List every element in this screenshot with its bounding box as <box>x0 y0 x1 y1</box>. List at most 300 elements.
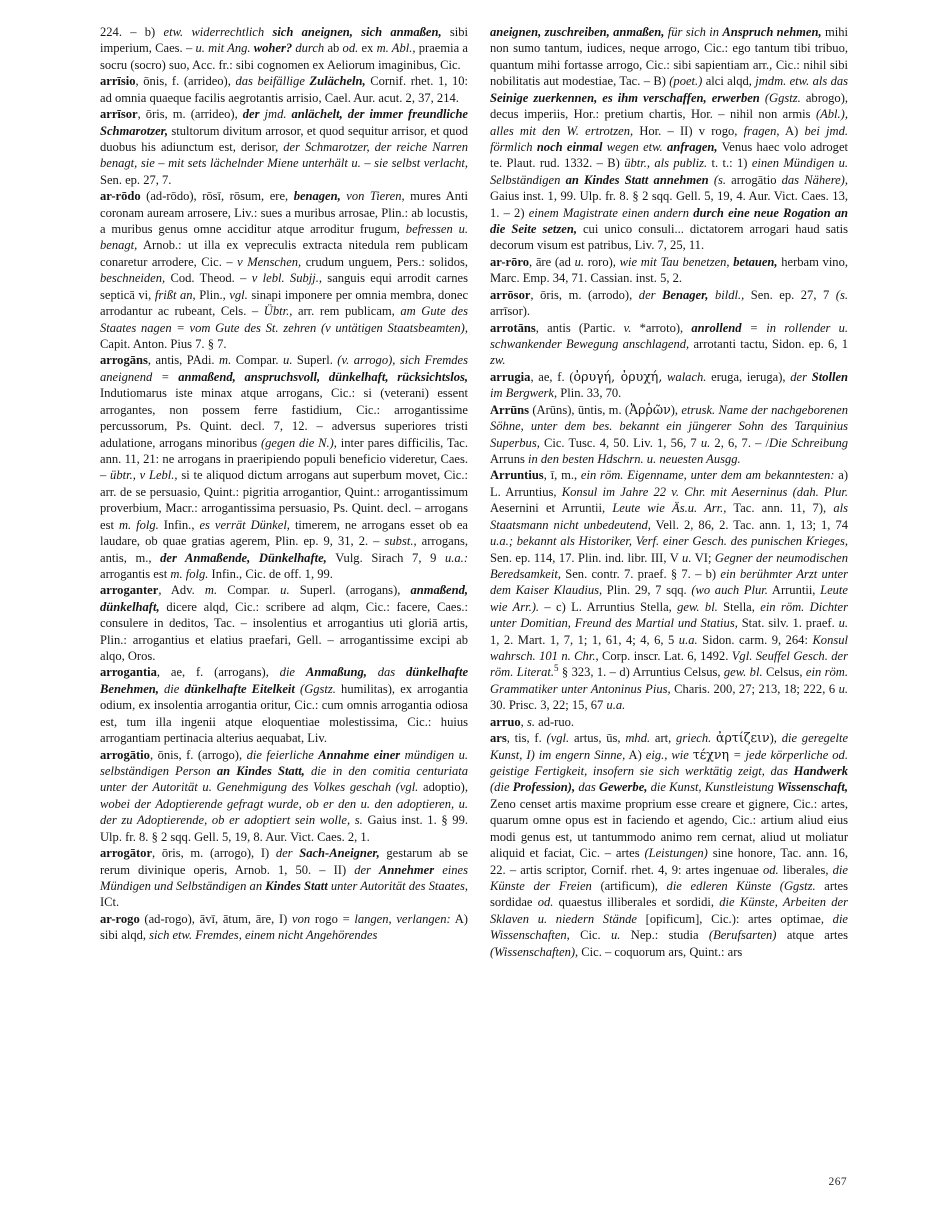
entry-text-run: artes sordidae <box>490 878 848 910</box>
entry-text-run: Handwerk <box>793 763 848 778</box>
entry-text-run: Plin. 29, 7 sqq. <box>602 583 692 598</box>
greek-etymon: ἀρτίζειν <box>716 730 770 746</box>
entry-text-run: in den besten Hdschrn. u. neuesten Ausgg. <box>527 451 741 466</box>
entry-text-run: an Kindes Statt, <box>216 763 305 778</box>
entry-text-run: (s. <box>835 287 848 302</box>
entry-text-run: Vgl. Seuffel Gesch. der röm. Literat. <box>490 649 848 680</box>
entry-text-run: benagen, <box>293 189 341 204</box>
entry-text-run: sibi imperium, Caes. – <box>100 25 469 56</box>
entry-text-run: ad-ruo. <box>534 714 575 729</box>
entry-text-run: Hor. – II) v rogo, <box>633 123 744 138</box>
entry-text-run: Aesernini et Arruntii, <box>490 501 613 516</box>
entry-headword: arrogātio <box>100 747 150 762</box>
entry-text-run: (gegen die N.), <box>260 435 337 450</box>
entry-text-run: si te aliquod dictum arrogans aut superbum movet, Cic.: arr. de se persuasio, Quint.: pigritia arrogantior, Quint.: arrogantissimum proverbium, Macr.: arrogantissima persuasio, Ps. Quint. decl. – arrogans est <box>100 468 468 532</box>
entry-text-run: woher? <box>253 41 293 56</box>
entry-text-run: (poet.) <box>669 74 703 89</box>
entry-text-run: Sen. ep. 27, 7. <box>100 172 172 187</box>
entry-text-run: Benager, <box>662 287 709 302</box>
entry-text-run: fragen, <box>743 123 780 138</box>
entry-text-run: Zulächeln, <box>309 74 366 89</box>
greek-etymon: ὀρυγή, ὀρυχή, <box>573 368 663 384</box>
entry-text-run: ein röm. Grammatiker unter Antoninus Pius, <box>490 665 848 696</box>
entry-text-run: ICt. <box>100 895 120 910</box>
entry-text-run: u. mit Ang. <box>195 41 254 56</box>
entry-text-run: , ōris, m. (arrideo), <box>137 107 243 122</box>
entry-text-run: Wissenschaft, <box>777 780 849 795</box>
entry-text-run: unter Autorität des Staates, <box>327 878 469 893</box>
entry-text-run: arrīsor). <box>490 304 531 319</box>
entry-text-run: Arnob.: ut illa ex vepreculis extracta nitedula rem publicam conaretur arrodere, Cic. – <box>100 238 468 269</box>
entry-text-run: das beifällige <box>235 74 310 89</box>
entry-text-run: Leute wie Arr.). <box>490 583 848 614</box>
entry-headword: arrōsor <box>490 287 531 302</box>
entry-text-run: übtr., als publiz. <box>624 156 708 171</box>
entry-text-run: (die <box>490 780 513 795</box>
entry-text-run: Konsul im Jahre 22 v. Chr. mit Aeserninus (dah. Plur. <box>561 484 848 499</box>
entry-text-run: 30. Prisc. 3, 22; 15, 67 <box>490 698 607 713</box>
entry-text-run: Vulg. Sirach 7, 9 <box>326 550 445 565</box>
entry-text-run: Arruntii, <box>767 583 821 598</box>
entry-text-run: die <box>158 681 185 696</box>
entry-text-run: Anmaßung, <box>305 665 367 680</box>
entry-text-run: od. <box>342 41 359 56</box>
entry-text-run: arrotanti tactu, Sidon. ep. 6, 1 <box>689 337 848 352</box>
entry-text-run: art, <box>650 731 677 746</box>
entry-text-run: die <box>279 665 306 680</box>
entry-text-run: v. <box>623 320 632 335</box>
entry-text-run: Venus haec volo adroget te. Plaut. rud. 1332. – B) <box>490 139 849 171</box>
dictionary-entry <box>490 320 848 369</box>
dictionary-entry <box>100 911 468 944</box>
entry-text-run: das Nähere), <box>781 172 849 187</box>
entry-text-run: der Schmarotzer, der reiche Narren benagt, sie – mit sets lächelnder Miene unterhält u. – sie selbst verlacht, <box>100 139 468 171</box>
entry-text-run: Cornif. rhet. 1, 10: ad omnia quaeque facilis aegrotantis arrisio, Cael. Aur. acut. 2, 37, 214. <box>100 74 469 105</box>
entry-text-run: Annehmer <box>379 862 435 877</box>
entry-text-run: gestarum ab se rerum divinique operis, Arnob. 1, 50. – II) <box>100 846 468 877</box>
entry-text-run: ab <box>324 41 343 56</box>
entry-text-run: A) sibi alqd, <box>100 911 468 943</box>
entry-text-run: 5 <box>554 663 559 674</box>
entry-text-run: Compar. <box>231 353 284 368</box>
entry-text-run: inter pares difficilis, Tac. ann. 11, 21: ne arrogans in praeripiendo populi beneficio videretur, Caes. – <box>100 435 468 483</box>
entry-text-run: humilitas), ex arrogantia odium, ex insolentia arrogantia oritur, Cic.: cum omnis arrogantia odiosa est, tum illa ingenii atque eloquentiae molestissima, Cic.: huius arrogantiam pertinacia alterius aequabat, Liv. <box>100 681 469 746</box>
dictionary-entry <box>100 747 468 846</box>
entry-text-run: anmaßend, dünkelhaft, <box>100 583 468 614</box>
entry-text-run: am Gute des Staates nagen = vom Gute des St. zehren (v untätigen Staatsbeamten), <box>100 304 468 335</box>
entry-text-run: eruga, ieruga), <box>706 369 791 384</box>
entry-text-run: sich aneignen, sich anmaßen, <box>272 25 442 39</box>
entry-text-run: ex <box>358 41 377 56</box>
entry-text-run: , ī, m., <box>543 468 581 483</box>
entry-text-run: an Kindes Statt annehmen <box>565 172 709 187</box>
entry-text-run: crudum unguem, Pers.: solidos, <box>301 254 468 269</box>
entry-text-run: Plin., <box>195 287 230 302</box>
entry-text-run: (ad-rogo), āvī, ātum, āre, I) <box>139 911 293 926</box>
entry-text-run: Übtr., <box>263 304 293 319</box>
entry-text-run: u. <box>838 681 848 696</box>
entry-text-run: artus, ūs, <box>569 731 626 746</box>
entry-text-run: , āre (ad <box>529 254 575 269</box>
dictionary-entry-continuation <box>100 24 468 73</box>
entry-headword: Arruntius <box>490 468 544 483</box>
entry-text-run: Gewerbe, <box>598 780 648 795</box>
entry-text-run: jmd. <box>264 107 292 122</box>
entry-text-run: von Tieren, <box>340 189 405 204</box>
entry-text-run: m. Abl., <box>376 41 416 56</box>
entry-text-run: herbam vino, Marc. Emp. 34, 71. Cassian. inst. 5, 2. <box>490 254 848 286</box>
entry-text-run: Nep.: studia <box>620 928 709 943</box>
entry-text-run: roro), <box>584 254 620 269</box>
entry-text-run: a) L. Arruntius, <box>490 468 849 499</box>
entry-text-run: adoptio), <box>418 780 468 795</box>
entry-text-run: liberales, <box>778 862 833 877</box>
entry-text-run: [opificum], Cic.): artes optimae, <box>636 911 833 926</box>
entry-text-run: Compar. <box>217 583 281 598</box>
entry-text-run: die feierliche <box>246 747 319 762</box>
entry-text-run: Superl. (arrogans), <box>289 583 411 598</box>
entry-text-run: arrogātio <box>726 172 782 187</box>
entry-text-run: Zeno censet artis maxime proprium esse creare et gignere, Cic.: artes, quarum omne opus est in faciendo et agendo, Cic.: artium aliud eius modi genus est, ut tantummodo animo rem cernat, aliud ut moliatur aliquid et faciat, Cic. – artes <box>490 796 848 861</box>
entry-text-run: v Menschen, <box>237 254 302 269</box>
entry-text-run: Superl. <box>292 353 338 368</box>
entry-text-run: Vell. 2, 86, 2. Tac. ann. 1, 13; 1, 74 <box>650 517 848 532</box>
dictionary-entry <box>490 402 848 468</box>
entry-text-run: die in den comitia centuriata <box>304 763 468 778</box>
entry-text-run: Konsul wahrsch. 101 n. Chr., <box>490 632 848 664</box>
entry-text-run: mhd. <box>625 731 651 746</box>
entry-text-run: Gaius inst. 1, 99. Ulp. fr. 8. § 2 sqq. Gell. 5, 19, 4. Aur. Vict. Caes. 13, 1. – 2) <box>490 189 848 220</box>
entry-text-run: arrogans, antis, m., <box>100 534 468 565</box>
entry-text-run: 224. – b) <box>100 25 164 39</box>
entry-text-run: dünkelhafte Eitelkeit <box>184 681 295 696</box>
entry-text-run: der <box>790 369 812 384</box>
entry-headword: arrugia <box>490 369 531 384</box>
entry-text-run: Seinige zuerkennen, es ihm verschaffen, erwerben <box>490 90 760 105</box>
dictionary-entry <box>490 714 848 730</box>
entry-text-run: Die Schreibung <box>769 435 848 450</box>
entry-text-run: aneignen, zuschreiben, anmaßen, <box>490 25 665 39</box>
entry-headword: arrīsor <box>100 107 138 122</box>
entry-text-run: Cic. <box>569 928 612 943</box>
entry-text-run: VI; <box>691 550 715 565</box>
dictionary-entry <box>100 352 468 582</box>
entry-text-run: Stollen <box>811 369 848 384</box>
entry-text-run: u. <box>280 583 290 598</box>
dictionary-entry <box>490 287 848 320</box>
entry-text-run: etw. widerrechtlich <box>163 25 273 39</box>
entry-text-run: (artificum), <box>591 878 667 893</box>
entry-text-run: Sidon. carm. 9, 264: <box>697 632 813 647</box>
entry-text-run: gew. bl. <box>677 599 718 614</box>
entry-text-run: frißt an, <box>154 287 196 302</box>
entry-text-run: A) <box>625 747 646 762</box>
entry-text-run: wobei der Adoptierende gefragt wurde, ob er den u. den adoptieren, u. der zu Adoptierende, ob er adoptiert sein wolle, s. <box>100 796 468 828</box>
entry-text-run: sinapi imponere per omnia membra, donec arrodantur ac rubeant, Cels. – <box>100 287 469 319</box>
entry-text-run: beschneiden, <box>100 271 166 286</box>
dictionary-entry <box>100 188 468 352</box>
entry-text-run: anmaßend, anspruchsvoll, dünkelhaft, rücksichtslos, <box>178 369 468 384</box>
entry-text-run: (wo auch Plur. <box>691 583 768 598</box>
entry-text-run: die Künste, Arbeiten der Sklaven u. niedern Stände <box>490 895 848 926</box>
entry-text-run: quaestus illiberales et sordidi, <box>553 895 720 910</box>
entry-text-run: die geregelte Kunst, I) im engern Sinne, <box>490 731 849 762</box>
entry-headword: arrotāns <box>490 320 536 335</box>
entry-text-run: übtr., v Lebl., <box>110 468 178 483</box>
entry-text-run: wegen etw. <box>602 139 667 154</box>
entry-text-run: als Staatsmann nicht unbedeutend, <box>490 501 848 532</box>
entry-text-run: cui unico consuli... dictatorem arrogari haud satis decorum visum est patribus, Liv. 7, 25, 11. <box>490 222 848 253</box>
entry-text-run: stultorum divitum arrosor, et quod sequitur arrisor, et quod duobus his adiunctum est, derisor, <box>100 123 468 154</box>
entry-text-run: Infin., <box>158 517 200 532</box>
entry-text-run: u. <box>682 550 692 565</box>
entry-text-run: Charis. 200, 27; 213, 18; 222, 6 <box>670 681 839 696</box>
dictionary-entry <box>100 106 468 188</box>
two-column-text-body <box>100 24 847 1164</box>
entry-text-run: u.a.; bekannt als Historiker, Verf. einer Gesch. des punischen Krieges, <box>490 534 848 549</box>
right-text-column <box>490 24 848 960</box>
entry-text-run: Celsus, <box>762 665 806 680</box>
entry-text-run: das <box>575 780 599 795</box>
entry-text-run: (Leistungen) <box>644 846 708 861</box>
dictionary-entry <box>490 254 848 287</box>
entry-text-run: anfragen, <box>666 139 718 154</box>
entry-text-run: durch eine neue Rogation an die Seite setzen, <box>490 205 848 237</box>
greek-etymon: Ἀρῥῶν <box>629 401 671 417</box>
entry-text-run: (v. arrogo), sich Fremdes aneignend = <box>100 353 469 384</box>
entry-text-run: u. <box>838 616 848 631</box>
entry-text-run: jmdm. etw. als das <box>755 74 848 89</box>
entry-text-run: bei jmd. förmlich <box>490 123 848 154</box>
entry-text-run: noch einmal <box>536 139 603 154</box>
entry-text-run: , ōnis, f. (arrogo), <box>149 747 247 762</box>
entry-text-run: , antis, PAdi. <box>147 353 220 368</box>
entry-text-run: (Abl.), alles mit den W. ertrotzen, <box>490 107 848 138</box>
entry-text-run: , ae, f. (arrogans), <box>156 665 280 680</box>
entry-text-run: 1, 2. Mart. 1, 7, 1; 1, 61, 4; 4, 6, 5 <box>490 632 679 647</box>
entry-text-run: die Kunst, Kunstleistung <box>647 780 778 795</box>
entry-text-run: ein röm. Dichter unter Domitian, Freund des Martial und Statius, <box>490 599 848 631</box>
entry-text-run: Anspruch nehmen, <box>722 25 822 39</box>
entry-text-run: , ōris, m. (arrogo), I) <box>152 846 276 861</box>
dictionary-entry-continuation <box>490 24 848 254</box>
entry-text-run: (Berufsarten) <box>708 928 777 943</box>
entry-text-run: (s. <box>708 172 727 187</box>
entry-text-run: anlächelt, der immer freundliche Schmarotzer, <box>100 107 468 138</box>
entry-text-run: griech. <box>676 731 717 746</box>
entry-text-run: u. <box>700 435 711 450</box>
entry-text-run: befressen u. benagt, <box>100 222 468 253</box>
entry-text-run: Cic. – coquorum ars, Quint.: ars <box>578 944 743 959</box>
entry-headword: Arrūns <box>490 402 530 417</box>
entry-text-run: m. folg. <box>170 566 209 581</box>
entry-text-run: (Arūns), ūntis, m. ( <box>529 402 630 417</box>
entry-text-run: Stat. silv. 1. praef. <box>737 616 839 631</box>
entry-text-run: , ōnis, f. (arrideo), <box>135 74 236 89</box>
entry-text-run: subst., <box>384 534 417 549</box>
entry-text-run: Cic. Tusc. 4, 50. Liv. 1, 56, 7 <box>539 435 701 450</box>
entry-text-run: , tis, f. <box>506 731 547 746</box>
entry-headword: arrogāns <box>100 353 148 368</box>
entry-text-run: sich etw. Fremdes, einem nicht Angehörendes <box>149 928 378 943</box>
entry-text-run: Tac. ann. 11, 7), <box>726 501 834 516</box>
entry-text-run: zw. <box>490 353 506 368</box>
entry-text-run: eines Mündigen und Selbständigen an <box>100 862 468 893</box>
entry-text-run: , <box>520 714 527 729</box>
dictionary-entry <box>490 467 848 713</box>
entry-headword: ars <box>490 731 507 746</box>
entry-text-run: betauen, <box>733 254 778 269</box>
entry-text-run: Sen. contr. 7. praef. § 7. – b) <box>560 566 721 581</box>
entry-text-run: (Ggstz. <box>294 681 336 696</box>
entry-text-run: od. <box>762 862 779 877</box>
entry-text-run: arrogantis est <box>100 566 171 581</box>
entry-text-run: = jede körperliche od. geistige Fertigkeit, insofern sie sich werktätig zeigt, das <box>490 747 848 778</box>
entry-text-run: im Bergwerk, <box>490 386 558 401</box>
entry-text-run: atque artes <box>776 928 848 943</box>
entry-text-run: m. <box>219 353 232 368</box>
page-number: 267 <box>828 1176 847 1188</box>
entry-text-run: dünkelhafte Benehmen, <box>100 665 469 696</box>
entry-headword: arrīsio <box>100 74 136 89</box>
entry-text-run: wie mit Tau benetzen, <box>619 254 734 269</box>
entry-text-run: m. <box>204 583 218 598</box>
entry-text-run: Profession), <box>512 780 576 795</box>
entry-text-run: Sach-Aneigner, <box>299 846 380 861</box>
entry-text-run: vgl. <box>229 287 248 302</box>
entry-text-run: ), <box>769 731 782 746</box>
entry-text-run: arr. rem publicam, <box>292 304 401 319</box>
entry-text-run: – c) L. Arruntius Stella, <box>539 599 678 614</box>
entry-text-run: *arroto), <box>631 320 692 335</box>
entry-text-run: gew. bl. <box>723 665 763 680</box>
entry-text-run: durch <box>292 41 325 56</box>
entry-text-run: u.a.: <box>445 550 468 565</box>
entry-text-run: Capit. Anton. Pius 7. § 7. <box>100 337 227 352</box>
entry-text-run: u. <box>574 254 584 269</box>
entry-headword: arruo <box>490 714 521 729</box>
entry-text-run: die Künste der Freien <box>490 862 848 893</box>
entry-headword: ar-rōro <box>490 254 530 269</box>
entry-text-run: (Wissenschaften), <box>490 944 579 959</box>
entry-text-run: , Adv. <box>158 583 205 598</box>
entry-text-run: Arruns <box>490 451 528 466</box>
entry-text-run: der Anmaßende, Dünkelhafte, <box>160 550 327 565</box>
entry-text-run: der <box>275 846 300 861</box>
entry-text-run: timerem, ne arrogans esset ob ea laudare, ob quae gratias agerem, Plin. ep. 9, 31, 2. – <box>100 517 468 549</box>
entry-text-run: = in rollender u. schwankender Bewegung anschlagend, <box>490 320 848 352</box>
dictionary-entry <box>490 730 848 960</box>
entry-headword: arrogantia <box>100 665 157 680</box>
entry-text-run: m. folg. <box>118 517 159 532</box>
entry-headword: arrogātor <box>100 846 153 861</box>
entry-text-run: ), <box>670 402 682 417</box>
entry-text-run: Sen. ep. 27, 7 <box>744 287 836 302</box>
entry-text-run: die Wissenschaften, <box>490 911 849 943</box>
entry-text-run: mures Anti coronam auream arrosere, Liv.: sues a muribus arrosae, Plin.: ab locustis, a muribus genus omne acciditur atque arroditur frugum, <box>100 189 468 237</box>
dictionary-entry <box>100 664 468 746</box>
entry-text-run: u. <box>283 353 293 368</box>
entry-text-run: langen, verlangen: <box>354 911 451 926</box>
entry-text-run: einen Mündigen u. Selbständigen <box>490 156 849 187</box>
entry-text-run: eig., wie <box>645 747 693 762</box>
entry-text-run: anrollend <box>691 320 742 335</box>
entry-text-run: alci alqd, <box>702 74 756 89</box>
entry-text-run: rogo = <box>310 911 355 926</box>
entry-text-run: od. <box>537 895 554 910</box>
entry-text-run: ein berühmter Arzt unter dem Kaiser Klaudius, <box>490 566 848 598</box>
entry-text-run: v lebl. Subjj., <box>251 271 322 286</box>
entry-text-run: dicere alqd, Cic.: scribere ad alqm, Cic.: facere, Caes.: consulere in deditos, Tac. – insolentius et arrogantius uti gloriā artis, Plin.: arrogantius et elatius praefari, Gell. – arrogantissime excipi ab alqo, Oros. <box>100 599 468 664</box>
entry-text-run: A) <box>779 123 805 138</box>
entry-text-run: das <box>366 665 406 680</box>
entry-text-run: sine honore, Tac. ann. 16, 22. – artis scriptor, Cornif. rhet. 4, 9: artes ingenuae <box>490 846 848 877</box>
dictionary-entry <box>100 73 468 106</box>
entry-text-run: Stella, <box>717 599 761 614</box>
entry-text-run: ein röm. Eigenname, unter dem am bekanntesten: <box>580 468 835 483</box>
entry-text-run: Indutiomarus iste minax atque arrogans, Cic.: si (veterani) essent arrogantes, non possem ferre fastidium, Cic.: arrogantissime percussorum, Ps. Quint. decl. 7, 12. – adversus superiores tristi adulatione, arrogans minoribus <box>100 386 468 450</box>
entry-text-run: Cod. Theod. – <box>165 271 252 286</box>
entry-text-run: (Ggstz. <box>759 90 801 105</box>
entry-text-run: Corp. inscr. Lat. 6, 1492. <box>598 649 732 664</box>
entry-text-run: Leute wie Äs.u. Arr., <box>612 501 727 516</box>
entry-text-run: der <box>638 287 663 302</box>
entry-text-run: u.a. <box>678 632 698 647</box>
entry-text-run: , ae, f. ( <box>530 369 574 384</box>
entry-text-run: s. <box>526 714 535 729</box>
entry-text-run: abrogo), decus imperiis, Hor.: pretium chartis, Hor. – nihil non armis <box>490 90 849 122</box>
entry-text-run: Gaius inst. 1. § 99. Ulp. fr. 8. § 2 sqq. Gell. 5, 19, 8. Aur. Vict. Caes. 2, 1. <box>100 813 468 844</box>
entry-text-run: 2, 6, 7. – / <box>710 435 770 450</box>
entry-text-run: etrusk. Name der nachgeborenen Söhne, unter dem bes. bekannt ein jüngerer Sohn des Tarquinius Superbus, <box>490 402 849 450</box>
entry-text-run: (vgl. <box>546 731 570 746</box>
entry-text-run: für sich in <box>664 25 723 39</box>
entry-text-run: unter der Autorität u. Genehmigung des Volkes geschah (vgl. <box>100 780 419 795</box>
entry-text-run: praemia a socru (socro) suo, Acc. fr.: sibi cognomen ex Aeliorum imaginibus, Cic. <box>100 41 468 72</box>
entry-headword: arroganter <box>100 583 159 598</box>
entry-text-run: Kindes Statt <box>265 878 328 893</box>
greek-etymon: τέχνη <box>692 746 730 762</box>
entry-text-run: Plin. 33, 70. <box>557 386 622 401</box>
entry-headword: ar-rogo <box>100 911 140 926</box>
dictionary-entry <box>490 369 848 402</box>
entry-text-run: Infin., Cic. de off. 1, 99. <box>208 566 333 581</box>
entry-text-run: (ad-rōdo), rōsī, rōsum, ere, <box>140 189 294 204</box>
entry-text-run: u.a. <box>606 698 626 713</box>
entry-text-run: von <box>292 911 311 926</box>
entry-text-run: walach. <box>662 369 707 384</box>
entry-text-run: , antis (Partic. <box>535 320 624 335</box>
entry-text-run: Sen. ep. 114, 17. Plin. ind. libr. III, V <box>490 550 683 565</box>
entry-text-run: bildl., <box>708 287 745 302</box>
entry-text-run: der <box>354 862 380 877</box>
entry-headword: ar-rōdo <box>100 189 141 204</box>
entry-text-run: sanguis equi arrodit carnes septicā vi, <box>100 271 469 302</box>
dictionary-entry <box>100 582 468 664</box>
entry-text-run: mihi non sumo tantum, iudices, neque arrogo, Cic.: ego tantum tibi tribuo, quantum mihi fortasse arrogo, Cic.: sibi sapientiam arr., Cic.: nihil sibi nobilitatis aut modestiae, Tac. – B) <box>490 25 848 89</box>
entry-text-run: t. t.: 1) <box>707 156 752 171</box>
entry-text-run: Gegner der neumodischen Beredsamkeit, <box>490 550 848 581</box>
entry-text-run: , ōris, m. (arrodo), <box>530 287 639 302</box>
entry-text-run: mündigen u. selbständigen Person <box>100 747 469 778</box>
dictionary-entry <box>100 845 468 911</box>
entry-text-run: u. <box>611 928 621 943</box>
entry-text-run: einem Magistrate einen andern <box>528 205 694 220</box>
entry-text-run: die edleren Künste (Ggstz. <box>666 878 816 893</box>
entry-text-run: § 323, 1. – d) Arruntius Celsus, <box>558 665 724 680</box>
entry-text-run: Annahme einer <box>318 747 401 762</box>
left-text-column <box>100 24 468 944</box>
